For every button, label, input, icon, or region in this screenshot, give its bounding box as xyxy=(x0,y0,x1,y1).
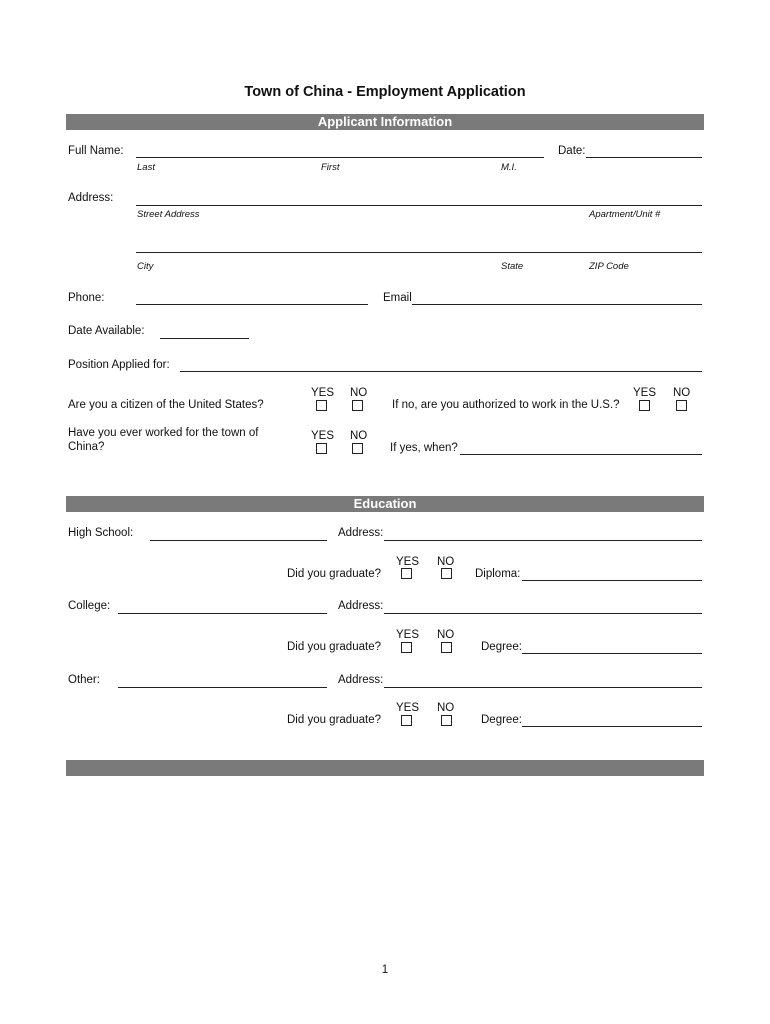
citizen-no-label: NO xyxy=(350,387,368,399)
hs-graduate-no-checkbox[interactable] xyxy=(441,568,452,579)
other-degree-field[interactable] xyxy=(522,726,702,727)
high-school-field[interactable] xyxy=(150,540,327,541)
date-available-label: Date Available: xyxy=(68,325,145,337)
citizen-question: Are you a citizen of the United States? xyxy=(68,399,264,411)
middle-initial-caption: M.I. xyxy=(501,162,517,173)
college-degree-field[interactable] xyxy=(522,653,702,654)
worked-yes-label: YES xyxy=(311,430,335,442)
apartment-caption: Apartment/Unit # xyxy=(589,209,661,220)
section-header-applicant: Applicant Information xyxy=(66,114,704,130)
hs-graduate-question: Did you graduate? xyxy=(287,568,381,580)
other-graduate-question: Did you graduate? xyxy=(287,714,381,726)
other-address-label: Address: xyxy=(338,674,384,686)
college-graduate-no-checkbox[interactable] xyxy=(441,642,452,653)
email-field[interactable] xyxy=(412,304,702,305)
other-degree-label: Degree: xyxy=(481,714,522,726)
page-number: 1 xyxy=(381,964,389,976)
diploma-field[interactable] xyxy=(522,580,702,581)
date-field[interactable] xyxy=(586,157,702,158)
position-label: Position Applied for: xyxy=(68,359,170,371)
city-state-zip-field[interactable] xyxy=(136,252,702,253)
section-header-education: Education xyxy=(66,496,704,512)
authorized-question: If no, are you authorized to work in the U.S.? xyxy=(392,399,620,411)
hs-no-label: NO xyxy=(437,556,455,568)
section-header-blank xyxy=(66,760,704,776)
other-address-field[interactable] xyxy=(384,687,702,688)
date-label: Date: xyxy=(558,145,586,157)
college-graduate-yes-checkbox[interactable] xyxy=(401,642,412,653)
full-name-label: Full Name: xyxy=(68,145,124,157)
worked-yes-checkbox[interactable] xyxy=(316,443,327,454)
college-yes-label: YES xyxy=(396,629,420,641)
phone-label: Phone: xyxy=(68,292,105,304)
college-degree-label: Degree: xyxy=(481,641,522,653)
address-label: Address: xyxy=(68,192,114,204)
worked-question-line2: China? xyxy=(68,441,105,453)
college-address-label: Address: xyxy=(338,600,384,612)
other-graduate-no-checkbox[interactable] xyxy=(441,715,452,726)
worked-no-label: NO xyxy=(350,430,368,442)
other-yes-label: YES xyxy=(396,702,420,714)
citizen-no-checkbox[interactable] xyxy=(352,400,363,411)
email-label: Email xyxy=(383,292,412,304)
date-available-field[interactable] xyxy=(160,338,249,339)
page-title: Town of China - Employment Application xyxy=(244,84,526,100)
hs-yes-label: YES xyxy=(396,556,420,568)
citizen-yes-checkbox[interactable] xyxy=(316,400,327,411)
college-no-label: NO xyxy=(437,629,455,641)
zip-caption: ZIP Code xyxy=(589,261,629,272)
college-graduate-question: Did you graduate? xyxy=(287,641,381,653)
hs-graduate-yes-checkbox[interactable] xyxy=(401,568,412,579)
diploma-label: Diploma: xyxy=(475,568,521,580)
phone-field[interactable] xyxy=(136,304,368,305)
full-name-field[interactable] xyxy=(136,157,544,158)
high-school-address-field[interactable] xyxy=(384,540,702,541)
high-school-label: High School: xyxy=(68,527,134,539)
authorized-no-label: NO xyxy=(673,387,691,399)
other-label: Other: xyxy=(68,674,100,686)
other-graduate-yes-checkbox[interactable] xyxy=(401,715,412,726)
citizen-yes-label: YES xyxy=(311,387,335,399)
authorized-no-checkbox[interactable] xyxy=(676,400,687,411)
street-address-field[interactable] xyxy=(136,205,702,206)
first-name-caption: First xyxy=(321,162,340,173)
when-label: If yes, when? xyxy=(390,442,458,454)
college-address-field[interactable] xyxy=(384,613,702,614)
last-name-caption: Last xyxy=(137,162,155,173)
authorized-yes-label: YES xyxy=(633,387,657,399)
worked-no-checkbox[interactable] xyxy=(352,443,363,454)
college-label: College: xyxy=(68,600,111,612)
city-caption: City xyxy=(137,261,154,272)
college-field[interactable] xyxy=(118,613,327,614)
other-school-field[interactable] xyxy=(118,687,327,688)
position-field[interactable] xyxy=(180,371,702,372)
authorized-yes-checkbox[interactable] xyxy=(639,400,650,411)
state-caption: State xyxy=(501,261,524,272)
worked-question-line1: Have you ever worked for the town of xyxy=(68,427,259,439)
street-address-caption: Street Address xyxy=(137,209,200,220)
high-school-address-label: Address: xyxy=(338,527,384,539)
other-no-label: NO xyxy=(437,702,455,714)
when-field[interactable] xyxy=(460,454,702,455)
